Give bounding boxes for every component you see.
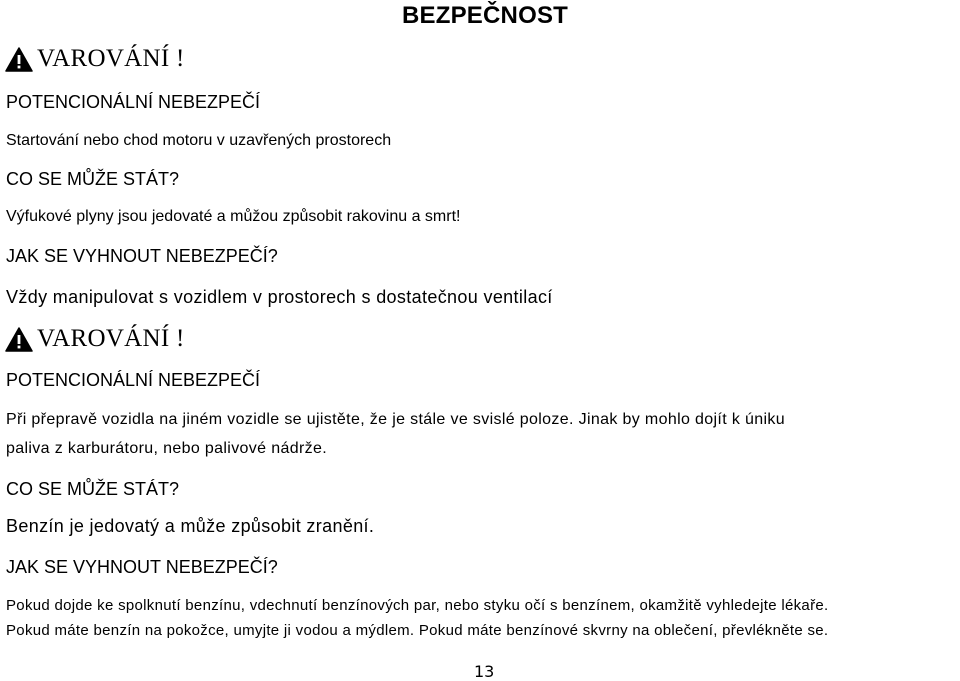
consequence-heading: CO SE MŮŽE STÁT? (6, 479, 180, 499)
warning-label: VAROVÁNÍ ! (37, 325, 185, 352)
hazard-heading: POTENCIONÁLNÍ NEBEZPEČÍ (6, 370, 261, 390)
avoid-heading: JAK SE VYHNOUT NEBEZPEČÍ? (6, 246, 278, 266)
consequence-text: Benzín je jedovatý a může způsobit zranění. (6, 516, 375, 536)
hazard-heading: POTENCIONÁLNÍ NEBEZPEČÍ (6, 92, 261, 112)
page-title: BEZPEČNOST (402, 2, 569, 29)
warning-header-2 (5, 325, 185, 353)
page-number: 13 (474, 662, 495, 681)
hazard-text-line: paliva z karburátoru, nebo palivové nádrže. (6, 440, 328, 457)
avoid-text-line: Pokud dojde ke spolknutí benzínu, vdechnutí benzínových par, nebo styku očí s benzínem, okamžitě vyhledejte lékaře. (6, 597, 829, 614)
consequence-text: Výfukové plyny jsou jedovaté a můžou způsobit rakovinu a smrt! (6, 208, 461, 225)
warning-triangle-icon (5, 327, 33, 352)
warning-triangle-icon (5, 47, 33, 72)
consequence-heading: CO SE MŮŽE STÁT? (6, 169, 180, 189)
avoid-text-line: Pokud máte benzín na pokožce, umyjte ji vodou a mýdlem. Pokud máte benzínové skvrny na oblečení, převlékněte se. (6, 622, 829, 639)
hazard-text-line: Při přepravě vozidla na jiném vozidle se ujistěte, že je stále ve svislé poloze. Jinak by mohlo dojít k úniku (6, 411, 785, 428)
hazard-text: Startování nebo chod motoru v uzavřených prostorech (6, 132, 392, 149)
avoid-heading: JAK SE VYHNOUT NEBEZPEČÍ? (6, 557, 278, 577)
warning-header-1 (5, 45, 185, 73)
warning-label: VAROVÁNÍ ! (37, 45, 185, 72)
avoid-text: Vždy manipulovat s vozidlem v prostorech s dostatečnou ventilací (6, 287, 553, 307)
